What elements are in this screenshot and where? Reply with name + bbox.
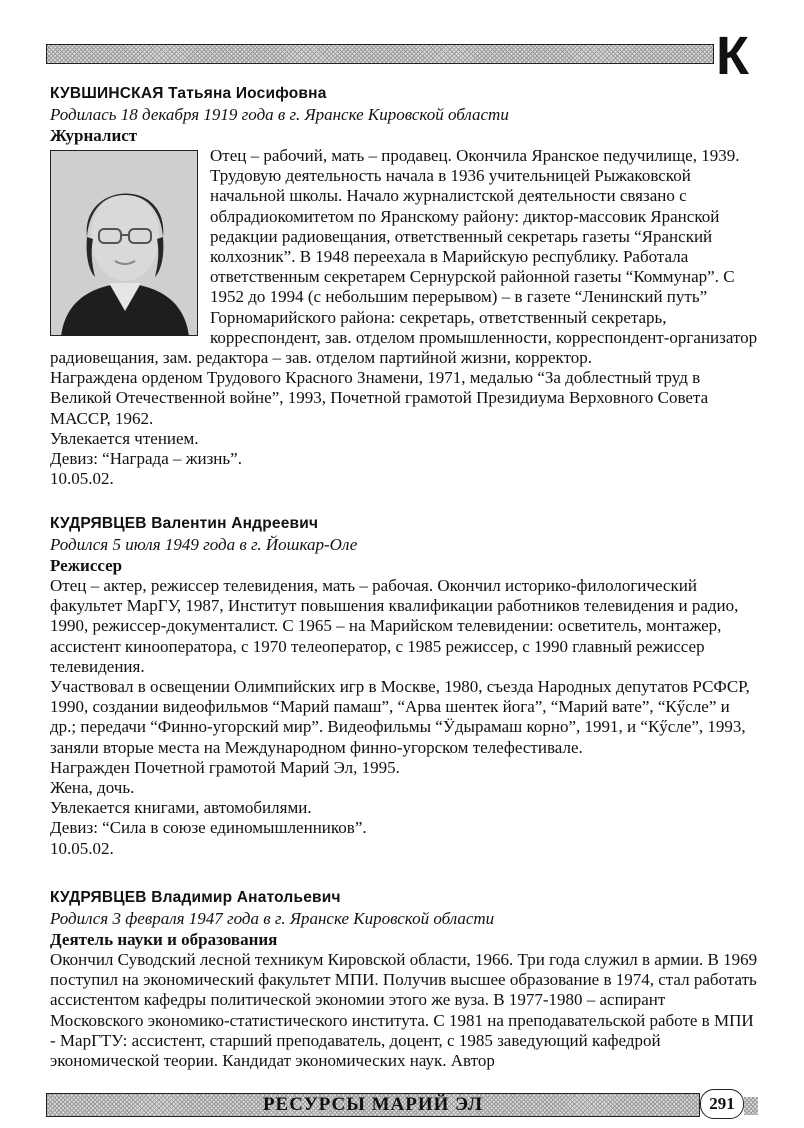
biography-paragraph: Отец – рабочий, мать – продавец. Окончила Яранское педучилище, 1939. Трудовую деятельность начала в 1936 учительницей Рыжаковской начальной школы. Начало журналистской деятельности связано с облрадиокомитетом по Яранскому району: диктор-массовик Яранской редакции радиовещания, ответственный секретарь газеты “Яранский колхозник”. В 1948 переехала в Марийскую республику. Работала ответственным секретарем Сернурской районной газеты “Коммунар”. С 1952 до 1994 (с небольшим перерывом) – в газете “Ленинский путь” Горномарийского района: секретарь, ответственный секретарь, корреспондент, зав. отделом промышленности, корреспондент-организатор радиовещания, зам. редактора – зав. отделом партийной жизни, корректор. (50, 146, 758, 368)
biography-entry (50, 84, 760, 489)
person-name: КУДРЯВЦЕВ Владимир Анатольевич (50, 889, 341, 906)
birth-info: Родилась 18 декабря 1919 года в г. Яранске Кировской области (50, 105, 509, 124)
biography-paragraph: Увлекается книгами, автомобилями. (50, 798, 312, 818)
biography-paragraph: Жена, дочь. (50, 778, 135, 798)
page-number: 291 (700, 1089, 744, 1119)
portrait-illustration (51, 151, 198, 336)
footer-title: РЕСУРСЫ МАРИЙ ЭЛ (262, 1094, 484, 1115)
biography-paragraph: Награждена орденом Трудового Красного Знамени, 1971, медалью “За доблестный труд в Великой Отечественной войне”, 1993, Почетной грамотой Президиума Верховного Совета МАССР, 1962. (50, 368, 709, 428)
biography-paragraph: Увлекается чтением. (50, 428, 199, 448)
section-letter: К (716, 26, 749, 86)
birth-info: Родился 5 июля 1949 года в г. Йошкар-Оле (50, 535, 358, 554)
biography-paragraph: Отец – актер, режиссер телевидения, мать – рабочая. Окончил историко-филологический факультет МарГУ, 1987, Институт повышения квалификации работников телевидения и радио, 1990, режиссер-документалист. С 1965 – на Марийском телевидении: осветитель, монтажер, ассистент кинооператора, с 1970 телеоператор, с 1985 режиссер, с 1990 главный режиссер телевидения. (50, 576, 739, 676)
portrait-photo (50, 150, 198, 336)
person-name: КУВШИНСКАЯ Татьяна Иосифовна (50, 85, 327, 102)
profession: Журналист (50, 126, 138, 145)
birth-info: Родился 3 февраля 1947 года в г. Яранске Кировской области (50, 909, 495, 928)
biography-entry (50, 888, 760, 1071)
biography-paragraph: Девиз: “Награда – жизнь”. (50, 449, 242, 469)
entry-date: 10.05.02. (50, 469, 114, 489)
footer-bar (46, 1093, 700, 1117)
biography-entry (50, 514, 760, 859)
person-name: КУДРЯВЦЕВ Валентин Андреевич (50, 515, 319, 532)
section-header-bar (46, 44, 714, 64)
biography-paragraph: Участвовал в освещении Олимпийских игр в Москве, 1980, съезда Народных депутатов РСФСР, 1990, создании видеофильмов “Марий памаш”, “Арва шентек йога”, “Марий вате”, “Кӳсле” и др.; передачи “Финно-угорский мир”. Видеофильмы “Ӱдырамаш корно”, 1991, и “Кӳсле”, 1993, заняли вторые места на Международном финно-угорском телефестивале. (50, 677, 750, 757)
footer-bar-end (744, 1097, 758, 1115)
biography-paragraph: Награжден Почетной грамотой Марий Эл, 1995. (50, 757, 400, 777)
biography-paragraph: Девиз: “Сила в союзе единомышленников”. (50, 818, 367, 838)
profession: Деятель науки и образования (50, 930, 278, 949)
profession: Режиссер (50, 556, 123, 575)
biography-paragraph: Окончил Суводский лесной техникум Кировской области, 1966. Три года служил в армии. В 1969 поступил на экономический факультет МПИ. Получив высшее образование в 1974, стал работать ассистентом кафедры политической экономии этого же вуза. В 1977-1980 – аспирант Московского экономико-статистического института. С 1981 на преподавательской работе в МПИ - МарГТУ: ассистент, старший преподаватель, доцент, с 1985 заведующий кафедрой экономической теории. Кандидат экономических наук. Автор (50, 950, 758, 1071)
entry-date: 10.05.02. (50, 838, 114, 858)
